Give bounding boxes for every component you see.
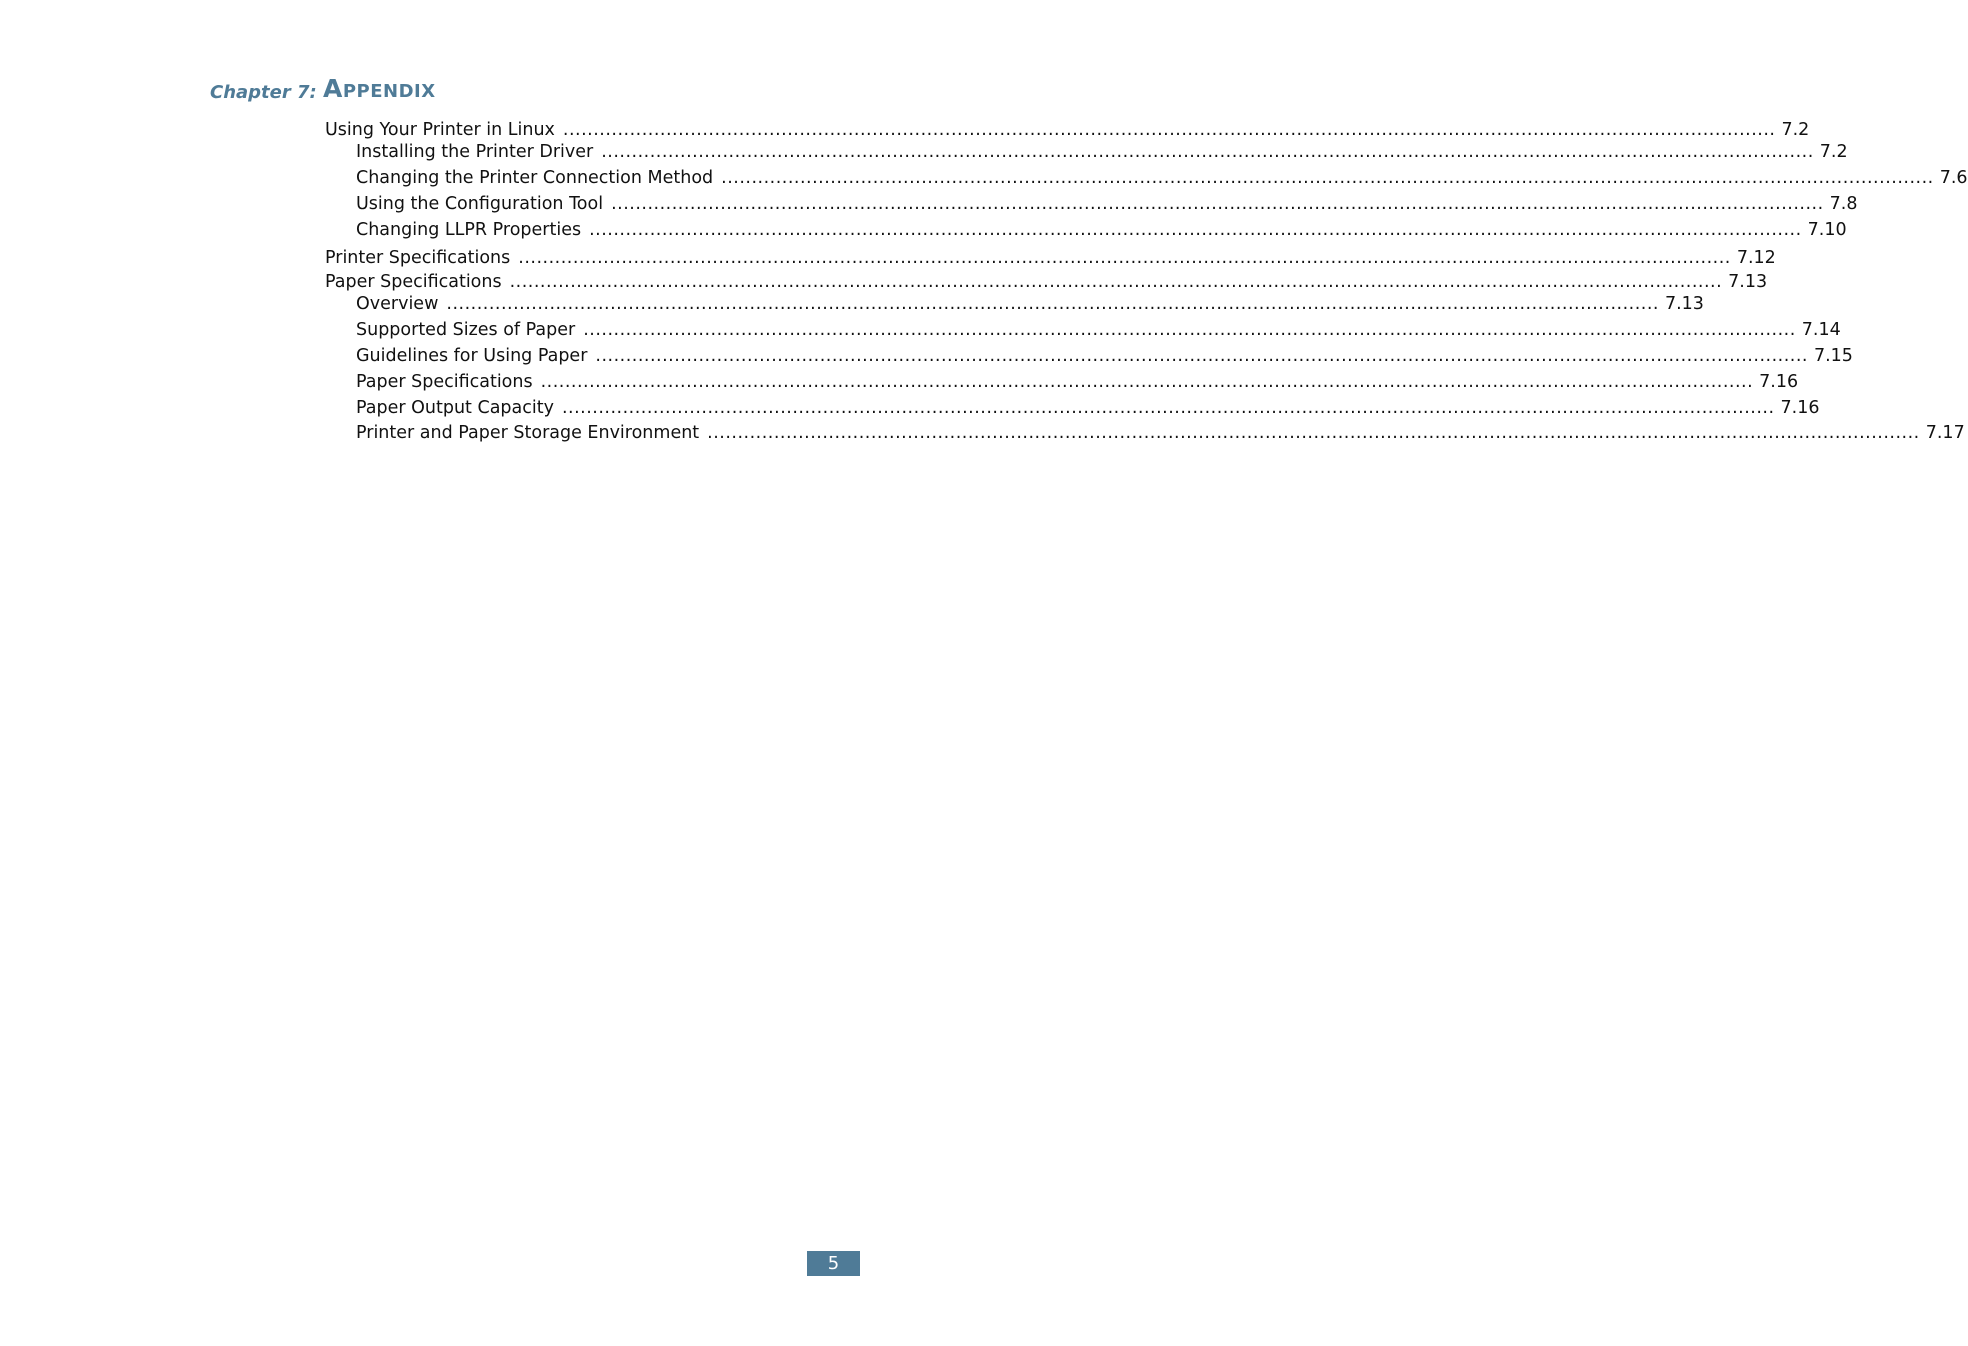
toc-entry-title: Printer and Paper Storage Environment — [356, 423, 700, 443]
toc-entry-page: 7.2 — [1781, 120, 1810, 140]
toc-entry[interactable] — [356, 192, 1858, 216]
toc-entry[interactable] — [325, 270, 1768, 294]
toc-entry-page: 7.12 — [1736, 248, 1776, 268]
toc-entry[interactable] — [325, 118, 1810, 142]
toc-entry-title: Guidelines for Using Paper — [356, 346, 588, 366]
toc-entry[interactable] — [356, 344, 1853, 368]
toc-leader-dots: ........................................................................................................................................................................................................ — [518, 248, 1731, 268]
toc-entry-page: 7.6 — [1939, 168, 1968, 188]
toc-entry-title: Overview — [356, 294, 439, 314]
toc-entry-page: 7.2 — [1819, 142, 1848, 162]
toc-entry-title: Paper Specifications — [356, 372, 533, 392]
toc-entry-page: 7.13 — [1728, 272, 1768, 292]
toc-entry[interactable] — [356, 370, 1799, 394]
toc-entry[interactable] — [356, 421, 1965, 445]
toc-entry[interactable] — [356, 140, 1848, 164]
toc-leader-dots: ........................................................................................................................................................................................................ — [446, 294, 1659, 314]
toc-entry-page: 7.17 — [1925, 423, 1965, 443]
toc-entry-page: 7.15 — [1813, 346, 1853, 366]
toc-entry[interactable] — [356, 218, 1847, 242]
toc-entry-page: 7.14 — [1801, 320, 1841, 340]
toc-leader-dots: ........................................................................................................................................................................................................ — [707, 423, 1920, 443]
toc-leader-dots: ........................................................................................................................................................................................................ — [562, 120, 1776, 140]
toc-leader-dots: ........................................................................................................................................................................................................ — [721, 168, 1934, 188]
toc-entry[interactable] — [356, 292, 1704, 316]
toc-entry-title: Paper Specifications — [325, 272, 502, 292]
toc-entry-title: Changing the Printer Connection Method — [356, 168, 714, 188]
toc-entry-title: Changing LLPR Properties — [356, 220, 582, 240]
toc-entry[interactable] — [356, 318, 1841, 342]
toc-entry[interactable] — [325, 246, 1776, 270]
toc-leader-dots: ........................................................................................................................................................................................................ — [583, 320, 1796, 340]
toc-entry[interactable] — [356, 166, 1968, 190]
toc-entry-page: 7.16 — [1759, 372, 1799, 392]
toc-leader-dots: ........................................................................................................................................................................................................ — [509, 272, 1723, 292]
toc-entry-title: Using the Configuration Tool — [356, 194, 604, 214]
toc-entry-title: Supported Sizes of Paper — [356, 320, 576, 340]
toc-entry-title: Paper Output Capacity — [356, 398, 554, 418]
toc-leader-dots: ........................................................................................................................................................................................................ — [540, 372, 1754, 392]
toc-entry[interactable] — [356, 396, 1820, 420]
toc-entry-page: 7.13 — [1664, 294, 1704, 314]
toc-entry-page: 7.8 — [1829, 194, 1858, 214]
toc-leader-dots: ........................................................................................................................................................................................................ — [601, 142, 1814, 162]
chapter-title: Appendix — [323, 74, 436, 103]
page-number-badge: 5 — [807, 1251, 860, 1276]
toc-entry-page: 7.10 — [1807, 220, 1847, 240]
toc-leader-dots: ........................................................................................................................................................................................................ — [561, 398, 1775, 418]
toc-leader-dots: ........................................................................................................................................................................................................ — [595, 346, 1808, 366]
toc-entry-title: Printer Specifications — [325, 248, 511, 268]
toc-entry-title: Using Your Printer in Linux — [325, 120, 555, 140]
toc-entry-page: 7.16 — [1780, 398, 1820, 418]
toc-leader-dots: ........................................................................................................................................................................................................ — [589, 220, 1802, 240]
chapter-label: Chapter 7: — [210, 82, 317, 103]
toc-leader-dots: ........................................................................................................................................................................................................ — [611, 194, 1824, 214]
toc-entry-title: Installing the Printer Driver — [356, 142, 594, 162]
